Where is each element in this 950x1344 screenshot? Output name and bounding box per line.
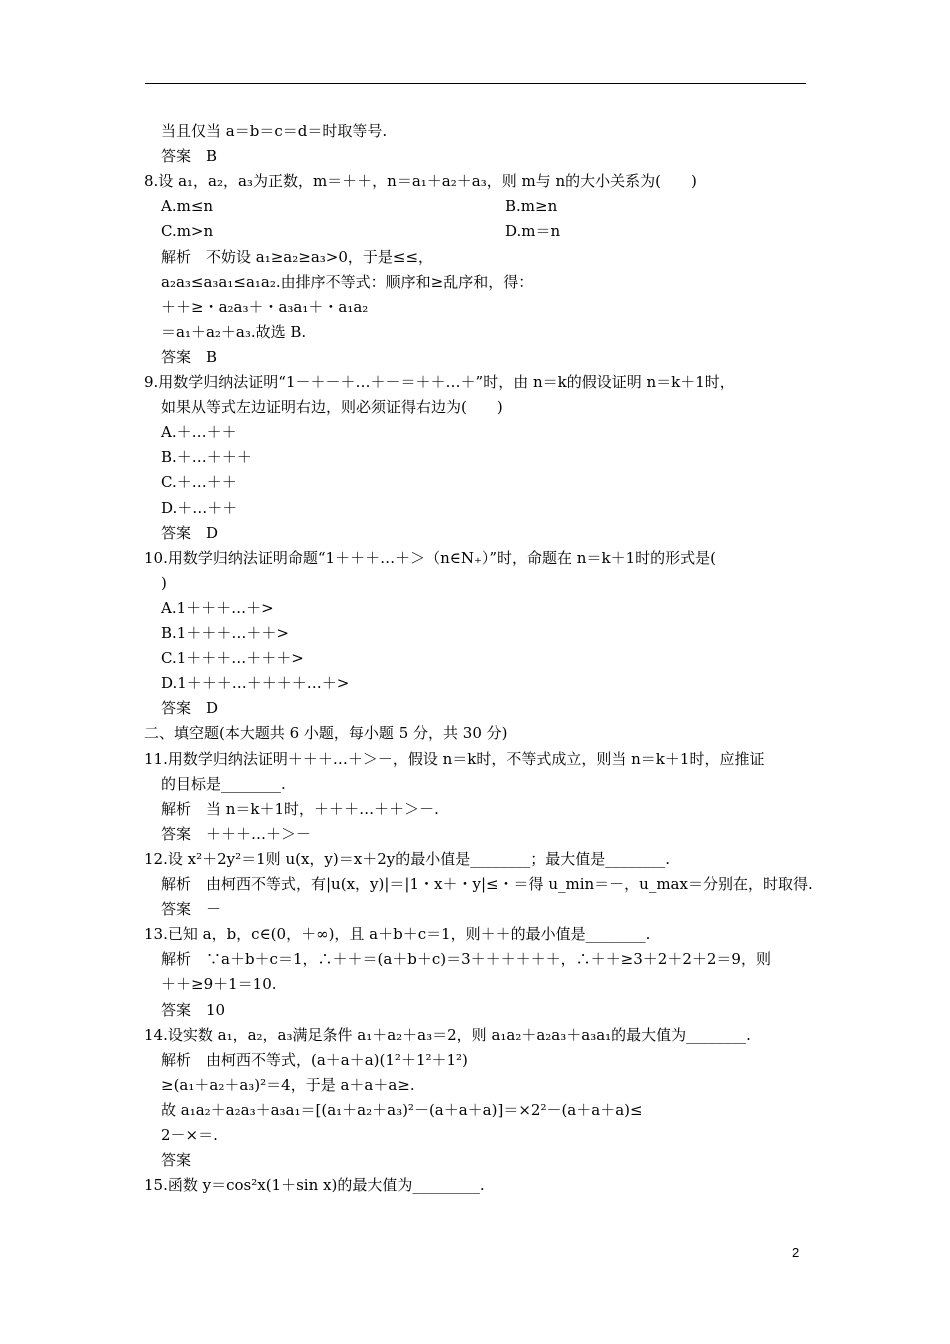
answer-line: 答案 10 — [161, 1001, 226, 1019]
text-line: 当且仅当 a＝b＝c＝d＝时取等号. — [161, 122, 388, 140]
answer-line: 答案 B — [161, 348, 218, 366]
text-line: ≥(a₁＋a₂＋a₃)²＝4，于是 a＋a＋a≥. — [161, 1076, 415, 1094]
answer-line: 答案 ＋＋＋…＋＞－ — [161, 825, 312, 843]
option-line: A.＋…＋＋ — [161, 423, 237, 441]
option-line: C.1＋＋＋…＋＋＋> — [161, 649, 304, 667]
answer-line: 答案 — [161, 1151, 192, 1169]
answer-line: 答案 D — [161, 699, 219, 717]
option-line: B.1＋＋＋…＋＋> — [161, 624, 289, 642]
option-line: D.＋…＋＋ — [161, 499, 238, 517]
text-line: a₂a₃≤a₃a₁≤a₁a₂.由排序不等式：顺序和≥乱序和，得： — [161, 273, 534, 291]
question-stem: 10.用数学归纳法证明命题“1＋＋＋…＋＞（n∈N₊）”时，命题在 n＝k＋1时的形式是( — [144, 549, 716, 567]
question-stem: 12.设 x²＋2y²＝1则 u(x，y)＝x＋2y的最小值是________；最大值是________. — [144, 850, 670, 868]
text-line: ) — [161, 574, 167, 592]
option-line: A.m≤n — [161, 197, 214, 215]
page-number: 2 — [792, 1245, 800, 1260]
section-heading: 二、填空题(本大题共 6 小题，每小题 5 分，共 30 分) — [144, 724, 508, 742]
text-line: 解析 ∵a＋b＋c＝1，∴＋＋＝(a＋b＋c)＝3＋＋＋＋＋＋，∴＋＋≥3＋2＋2＋2＝9，则 — [161, 950, 771, 968]
option-line-right: D.m＝n — [505, 222, 561, 240]
option-line: A.1＋＋＋…＋> — [161, 599, 274, 617]
header-rule — [145, 83, 806, 84]
question-stem: 15.函数 y＝cos²x(1＋sin x)的最大值为_________. — [144, 1176, 485, 1194]
option-line: C.＋…＋＋ — [161, 473, 237, 491]
text-line: 故 a₁a₂＋a₂a₃＋a₃a₁＝[(a₁＋a₂＋a₃)²－(a＋a＋a)]＝×2²－(a＋a＋a)≤ — [161, 1101, 643, 1119]
question-stem: 8.设 a₁，a₂，a₃为正数，m＝＋＋，n＝a₁＋a₂＋a₃，则 m与 n的大小关系为( ) — [144, 172, 697, 190]
option-line: B.＋…＋＋＋ — [161, 448, 252, 466]
question-stem: 9.用数学归纳法证明“1－＋－＋…＋－＝＋＋…＋”时，由 n＝k的假设证明 n＝k＋1时， — [144, 373, 735, 391]
text-line: ＋＋≥9＋1＝10. — [161, 975, 277, 993]
text-line: 解析 当 n＝k＋1时，＋＋＋…＋＋＞－. — [161, 800, 439, 818]
question-stem: 11.用数学归纳法证明＋＋＋…＋＞－，假设 n＝k时，不等式成立，则当 n＝k＋1时，应推证 — [144, 750, 765, 768]
text-line: 如果从等式左边证明右边，则必须证得右边为( ) — [161, 398, 503, 416]
text-line: ＋＋≥・a₂a₃＋・a₃a₁＋・a₁a₂ — [161, 298, 369, 316]
question-stem: 13.已知 a，b，c∈(0，＋∞)，且 a＋b＋c＝1，则＋＋的最小值是________. — [144, 925, 651, 943]
answer-line: 答案 D — [161, 524, 219, 542]
text-line: ＝a₁＋a₂＋a₃.故选 B. — [161, 323, 307, 341]
option-line: D.1＋＋＋…＋＋＋＋…＋> — [161, 674, 350, 692]
text-line: 的目标是________. — [161, 775, 286, 793]
text-line: 2－×＝. — [161, 1126, 218, 1144]
answer-line: 答案 － — [161, 900, 222, 918]
text-line: 答案 B — [161, 147, 218, 165]
question-stem: 14.设实数 a₁，a₂，a₃满足条件 a₁＋a₂＋a₃＝2，则 a₁a₂＋a₂a₃＋a₃a₁的最大值为________. — [144, 1026, 751, 1044]
text-line: 解析 由柯西不等式，有|u(x，y)|＝|1・x＋・y|≤・＝得 u_min＝－，u_max＝分别在，时取得. — [161, 875, 813, 893]
text-line: 解析 不妨设 a₁≥a₂≥a₃>0，于是≤≤， — [161, 248, 434, 266]
option-line-right: B.m≥n — [505, 197, 558, 215]
option-line: C.m>n — [161, 222, 214, 240]
text-line: 解析 由柯西不等式，(a＋a＋a)(1²＋1²＋1²) — [161, 1051, 468, 1069]
